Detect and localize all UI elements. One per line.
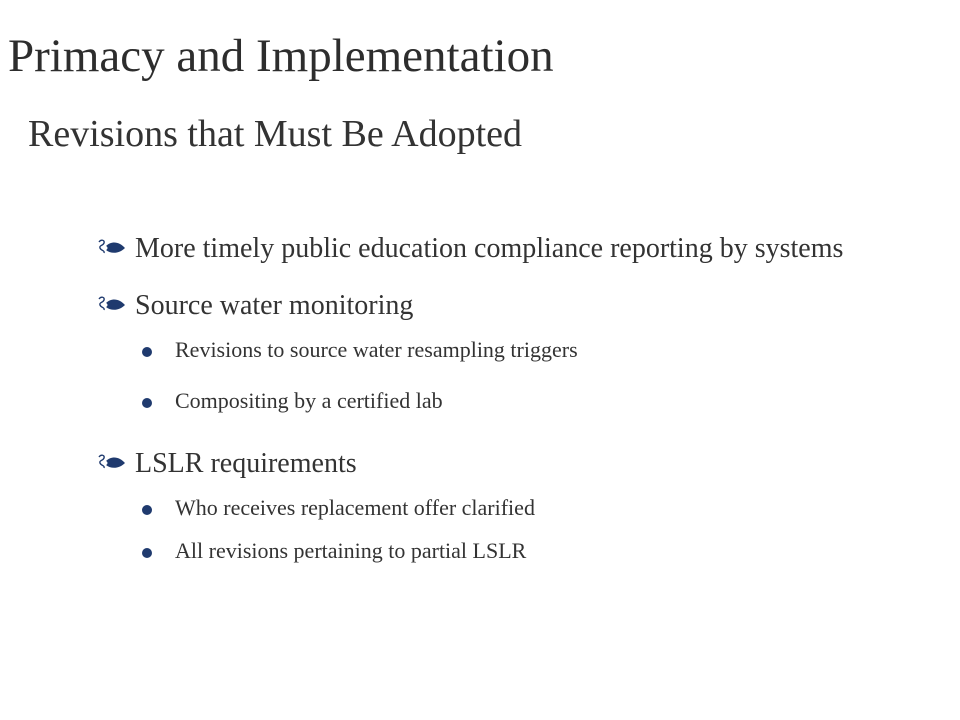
sub-item	[135, 491, 915, 524]
sub-list	[135, 333, 915, 417]
fleuron-bullet-icon	[95, 281, 131, 330]
sub-item-text: Compositing by a certified lab	[175, 388, 443, 413]
sub-item	[135, 534, 915, 567]
fleuron-bullet-icon	[95, 439, 131, 488]
bullet-item	[95, 224, 915, 273]
dot-bullet-icon	[141, 534, 155, 567]
fleuron-bullet-icon	[95, 224, 131, 273]
bullet-list	[95, 224, 915, 567]
bullet-text: Source water monitoring	[135, 290, 414, 321]
sub-list	[135, 491, 915, 567]
sub-item	[135, 384, 915, 417]
bullet-item	[95, 281, 915, 417]
bullet-text: LSLR requirements	[135, 448, 357, 479]
dot-bullet-icon	[141, 333, 155, 366]
bullet-item	[95, 439, 915, 567]
sub-item-text: Revisions to source water resampling triggers	[175, 337, 578, 362]
sub-item	[135, 333, 915, 366]
dot-bullet-icon	[141, 491, 155, 524]
sub-item-text: All revisions pertaining to partial LSLR	[175, 538, 527, 563]
slide-title: Primacy and Implementation	[8, 30, 554, 82]
slide-subtitle: Revisions that Must Be Adopted	[28, 113, 522, 155]
bullet-text: More timely public education compliance reporting by systems	[135, 233, 844, 264]
dot-bullet-icon	[141, 384, 155, 417]
sub-item-text: Who receives replacement offer clarified	[175, 495, 535, 520]
